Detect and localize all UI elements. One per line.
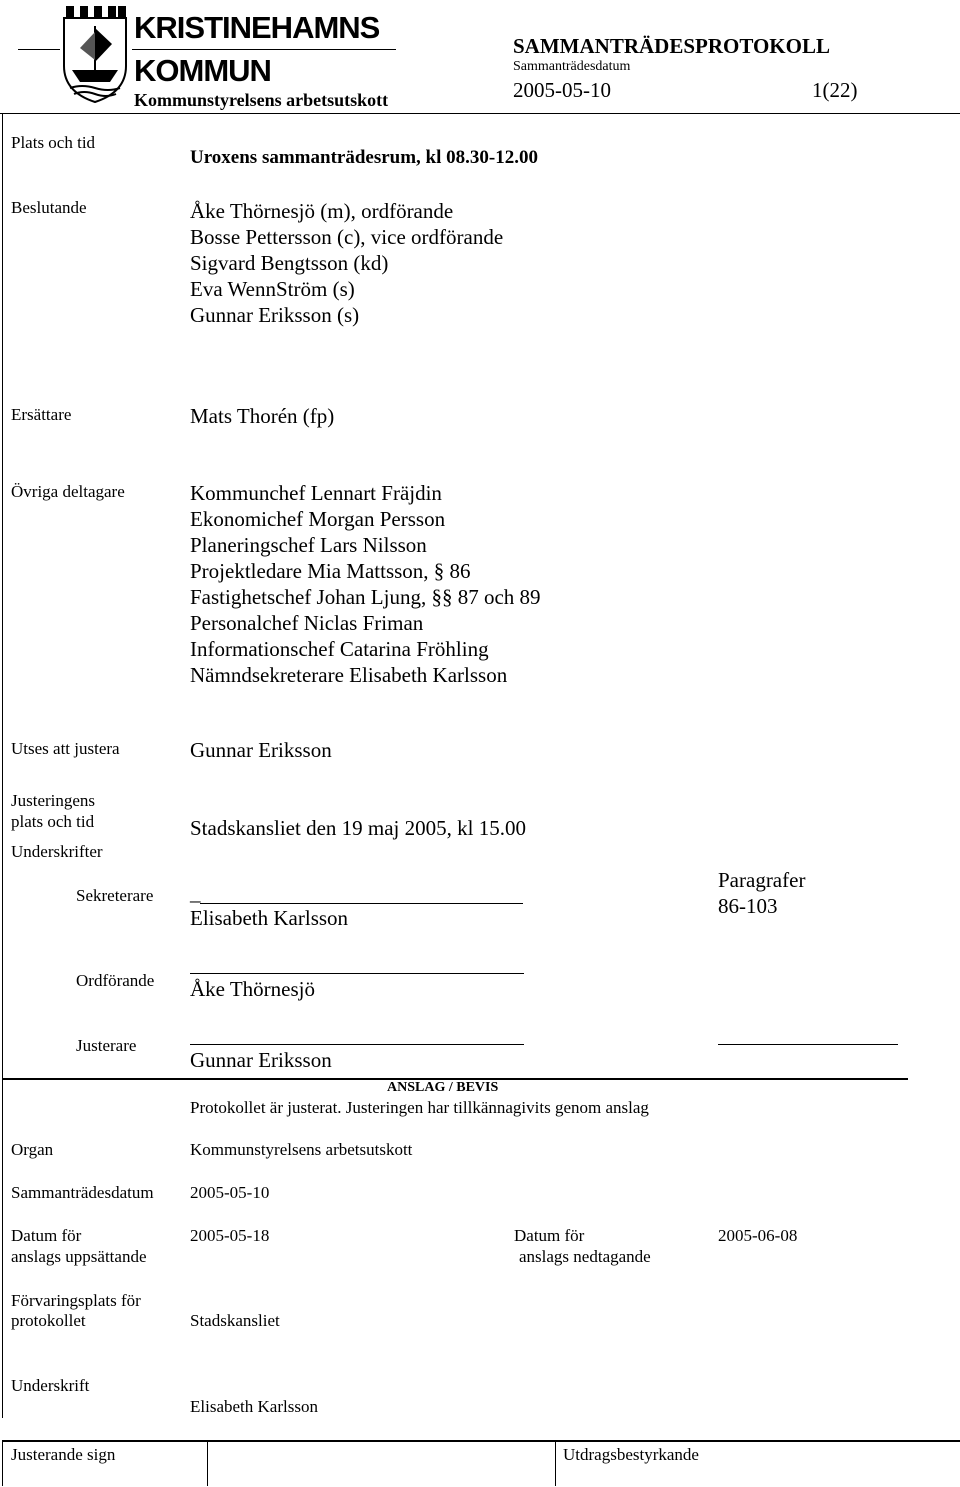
footer-divider-3 [555,1440,556,1486]
coat-of-arms-logo [60,4,130,104]
nedtagande-label-line1: Datum för [514,1226,585,1245]
underskrift-label: Underskrift [11,1376,90,1395]
footer-divider-2 [207,1440,208,1486]
beslutande-label: Beslutande [11,198,87,217]
plats-value: Uroxens sammanträdesrum, kl 08.30-12.00 [190,147,538,168]
header-rule-left [18,49,60,50]
justeringens-label-line2: plats och tid [11,812,95,831]
sekreterare-prefix: _ [190,881,201,905]
sekreterare-name: Elisabeth Karlsson [190,906,349,930]
sammantradesdatum-label: Sammanträdesdatum [11,1183,154,1202]
org-name-line1: KRISTINEHAMNS [134,10,380,45]
justera-label: Utses att justera [11,739,120,758]
uppsattande-label-line2: anslags uppsättande [11,1247,147,1266]
org-committee: Kommunstyrelsens arbetsutskott [134,90,389,110]
meeting-date: 2005-05-10 [513,78,611,102]
meeting-date-label: Sammanträdesdatum [513,59,631,74]
ovriga-label: Övriga deltagare [11,482,125,501]
left-margin-rule [2,113,3,1080]
paragrafer-label: Paragrafer [718,868,806,892]
ersattare-value: Mats Thorén (fp) [190,404,335,428]
uppsattande-label-line1: Datum för [11,1226,82,1245]
forvaring-value: Stadskansliet [190,1311,280,1330]
list-item: Personalchef Niclas Friman [190,611,424,635]
plats-label: Plats och tid [11,133,96,152]
header-rule-right [132,49,396,50]
forvaring-label-line1: Förvaringsplats för [11,1291,141,1310]
beslutande-list [190,198,503,328]
ship-emblem-icon [60,4,130,104]
list-item: Kommunchef Lennart Fräjdin [190,481,442,505]
justerare-name: Gunnar Eriksson [190,1048,332,1072]
org-name-line2: KOMMUN [134,53,271,88]
list-item: Bosse Pettersson (c), vice ordförande [190,225,504,249]
ordforande-label: Ordförande [76,971,155,990]
ersattare-label: Ersättare [11,405,72,424]
doc-title: SAMMANTRÄDESPROTOKOLL [513,34,830,58]
list-item: Informationschef Catarina Fröhling [190,637,489,661]
header-bottom-rule [0,113,960,114]
list-item: Gunnar Eriksson (s) [190,303,360,327]
utdragsbestyrkande-label: Utdragsbestyrkande [563,1445,699,1464]
list-item: Åke Thörnesjö (m), ordförande [190,199,454,223]
list-item: Nämndsekreterare Elisabeth Karlsson [190,663,508,687]
organ-value: Kommunstyrelsens arbetsutskott [190,1140,413,1159]
list-item: Sigvard Bengtsson (kd) [190,251,389,275]
list-item: Eva WennStröm (s) [190,277,355,301]
justerare-signature-line [190,1044,524,1045]
organ-label: Organ [11,1140,54,1159]
sekreterare-label: Sekreterare [76,886,154,905]
sekreterare-signature-line [200,903,523,904]
sammantradesdatum-value: 2005-05-10 [190,1183,270,1202]
nedtagande-label-line2: anslags nedtagande [519,1247,651,1266]
list-item: Projektledare Mia Mattsson, § 86 [190,559,471,583]
footer-top-rule [2,1440,960,1442]
nedtagande-value: 2005-06-08 [718,1226,798,1245]
page-number: 1(22) [812,78,858,102]
justerare-signature-line-2 [718,1044,898,1045]
footer-divider-1 [2,1440,3,1486]
ovriga-list [190,480,541,688]
anslag-title: ANSLAG / BEVIS [387,1080,499,1095]
justeringens-value: Stadskansliet den 19 maj 2005, kl 15.00 [190,816,526,840]
anslag-statement: Protokollet är justerat. Justeringen har tillkännagivits genom anslag [190,1098,649,1117]
list-item: Fastighetschef Johan Ljung, §§ 87 och 89 [190,585,541,609]
justerande-sign-label: Justerande sign [11,1445,116,1464]
list-item: Planeringschef Lars Nilsson [190,533,427,557]
ordforande-name: Åke Thörnesjö [190,977,316,1001]
justeringens-label-line1: Justeringens [11,791,96,810]
paragrafer-value: 86-103 [718,894,778,918]
justera-value: Gunnar Eriksson [190,738,332,762]
underskrifter-label: Underskrifter [11,842,103,861]
anslag-left-rule [2,1080,3,1418]
forvaring-label-line2: protokollet [11,1311,86,1330]
justerare-label: Justerare [76,1036,137,1055]
underskrift-value: Elisabeth Karlsson [190,1397,318,1416]
uppsattande-value: 2005-05-18 [190,1226,270,1245]
list-item: Ekonomichef Morgan Persson [190,507,446,531]
ordforande-signature-line [190,973,524,974]
